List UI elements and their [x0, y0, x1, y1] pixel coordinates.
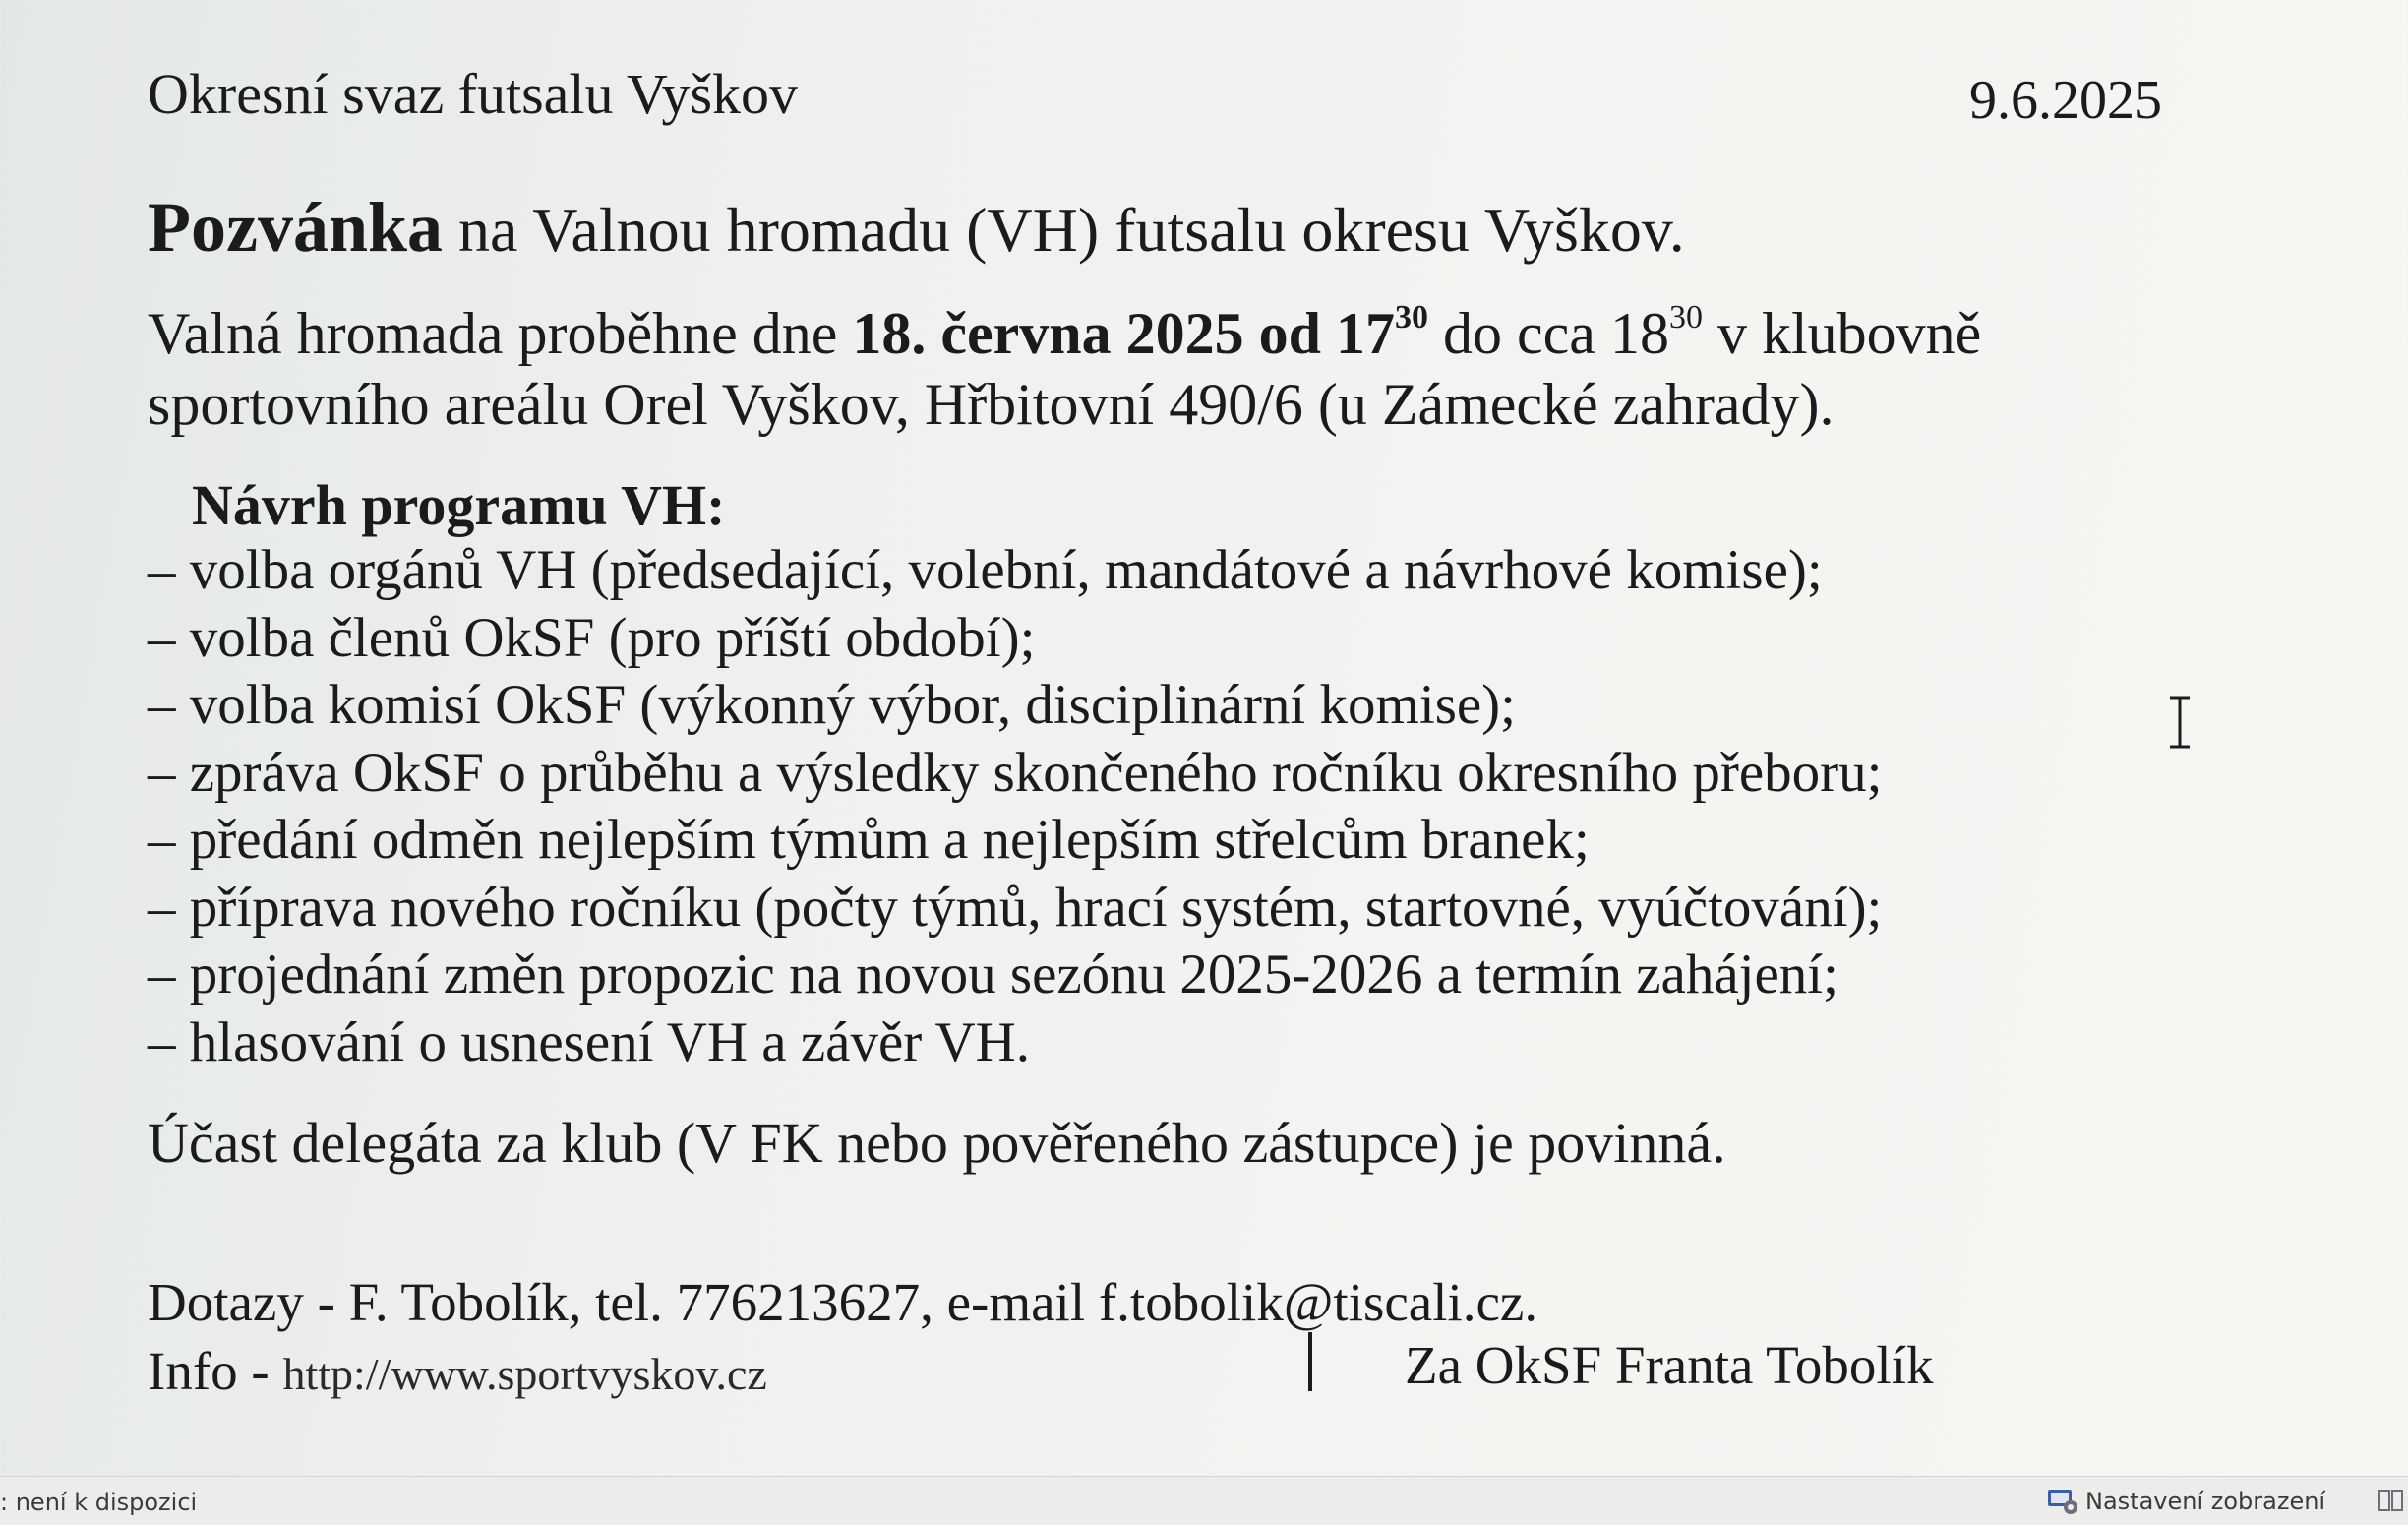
info-label: Info - — [148, 1341, 283, 1401]
program-item: – volba komisí OkSF (výkonný výbor, disciplinární komise); — [148, 672, 1882, 740]
title-rest: na Valnou hromadu (VH) futsalu okresu Vyškov. — [443, 195, 1685, 265]
program-item: – předání odměn nejlepším týmům a nejlepším střelcům branek; — [148, 807, 1882, 875]
intro-line-2: sportovního areálu Orel Vyškov, Hřbitovní 490/6 (u Zámecké zahrady). — [148, 372, 1835, 437]
program-item: – zpráva OkSF o průběhu a výsledky skončeného ročníku okresního přeboru; — [148, 740, 1882, 808]
organization-name: Okresní svaz futsalu Vyškov — [148, 62, 799, 126]
program-list — [148, 537, 1882, 1076]
info-link[interactable]: http://www.sportvyskov.cz — [282, 1349, 767, 1399]
meeting-start-minutes: 30 — [1395, 299, 1429, 336]
meeting-end-minutes: 30 — [1668, 299, 1703, 336]
display-settings-button[interactable] — [2046, 1487, 2325, 1516]
program-item: – projednání změn propozic na novou sezónu 2025-2026 a termín zahájení; — [148, 942, 1882, 1009]
status-left-text: : není k dispozici — [0, 1489, 198, 1516]
intro-paragraph — [148, 298, 1981, 440]
intro-text-1: Valná hromada proběhne dne — [148, 301, 853, 366]
meeting-date: 18. června 2025 od 17 — [852, 301, 1396, 366]
display-settings-label: Nastavení zobrazení — [2085, 1488, 2326, 1515]
title-bold: Pozvánka — [148, 188, 444, 267]
intro-text-3: v klubovně — [1702, 301, 1982, 366]
text-cursor-icon — [2164, 695, 2196, 750]
document-date: 9.6.2025 — [1969, 70, 2162, 131]
signature: Za OkSF Franta Tobolík — [1405, 1335, 1934, 1395]
intro-line-1 — [148, 298, 1981, 369]
layout-view-icon[interactable] — [2377, 1487, 2404, 1514]
info-line — [148, 1340, 767, 1402]
text-divider — [1308, 1332, 1312, 1391]
status-bar — [0, 1476, 2408, 1525]
attendance-note: Účast delegáta za klub (V FK nebo pověřeného zástupce) je povinná. — [148, 1111, 1726, 1175]
intro-text-2: do cca 18 — [1428, 301, 1669, 366]
document-title — [148, 187, 1685, 269]
program-heading: Návrh programu VH: — [192, 473, 726, 537]
display-settings-icon — [2046, 1487, 2079, 1516]
program-item: – příprava nového ročníku (počty týmů, hrací systém, startovné, vyúčtování); — [148, 875, 1882, 943]
contact-line: Dotazy - F. Tobolík, tel. 776213627, e-mail f.tobolik@tiscali.cz. — [148, 1272, 1538, 1332]
program-item: – volba členů OkSF (pro příští období); — [148, 605, 1882, 673]
program-item: – volba orgánů VH (předsedající, volební, mandátové a návrhové komise); — [148, 537, 1882, 605]
program-item: – hlasování o usnesení VH a závěr VH. — [148, 1009, 1882, 1077]
